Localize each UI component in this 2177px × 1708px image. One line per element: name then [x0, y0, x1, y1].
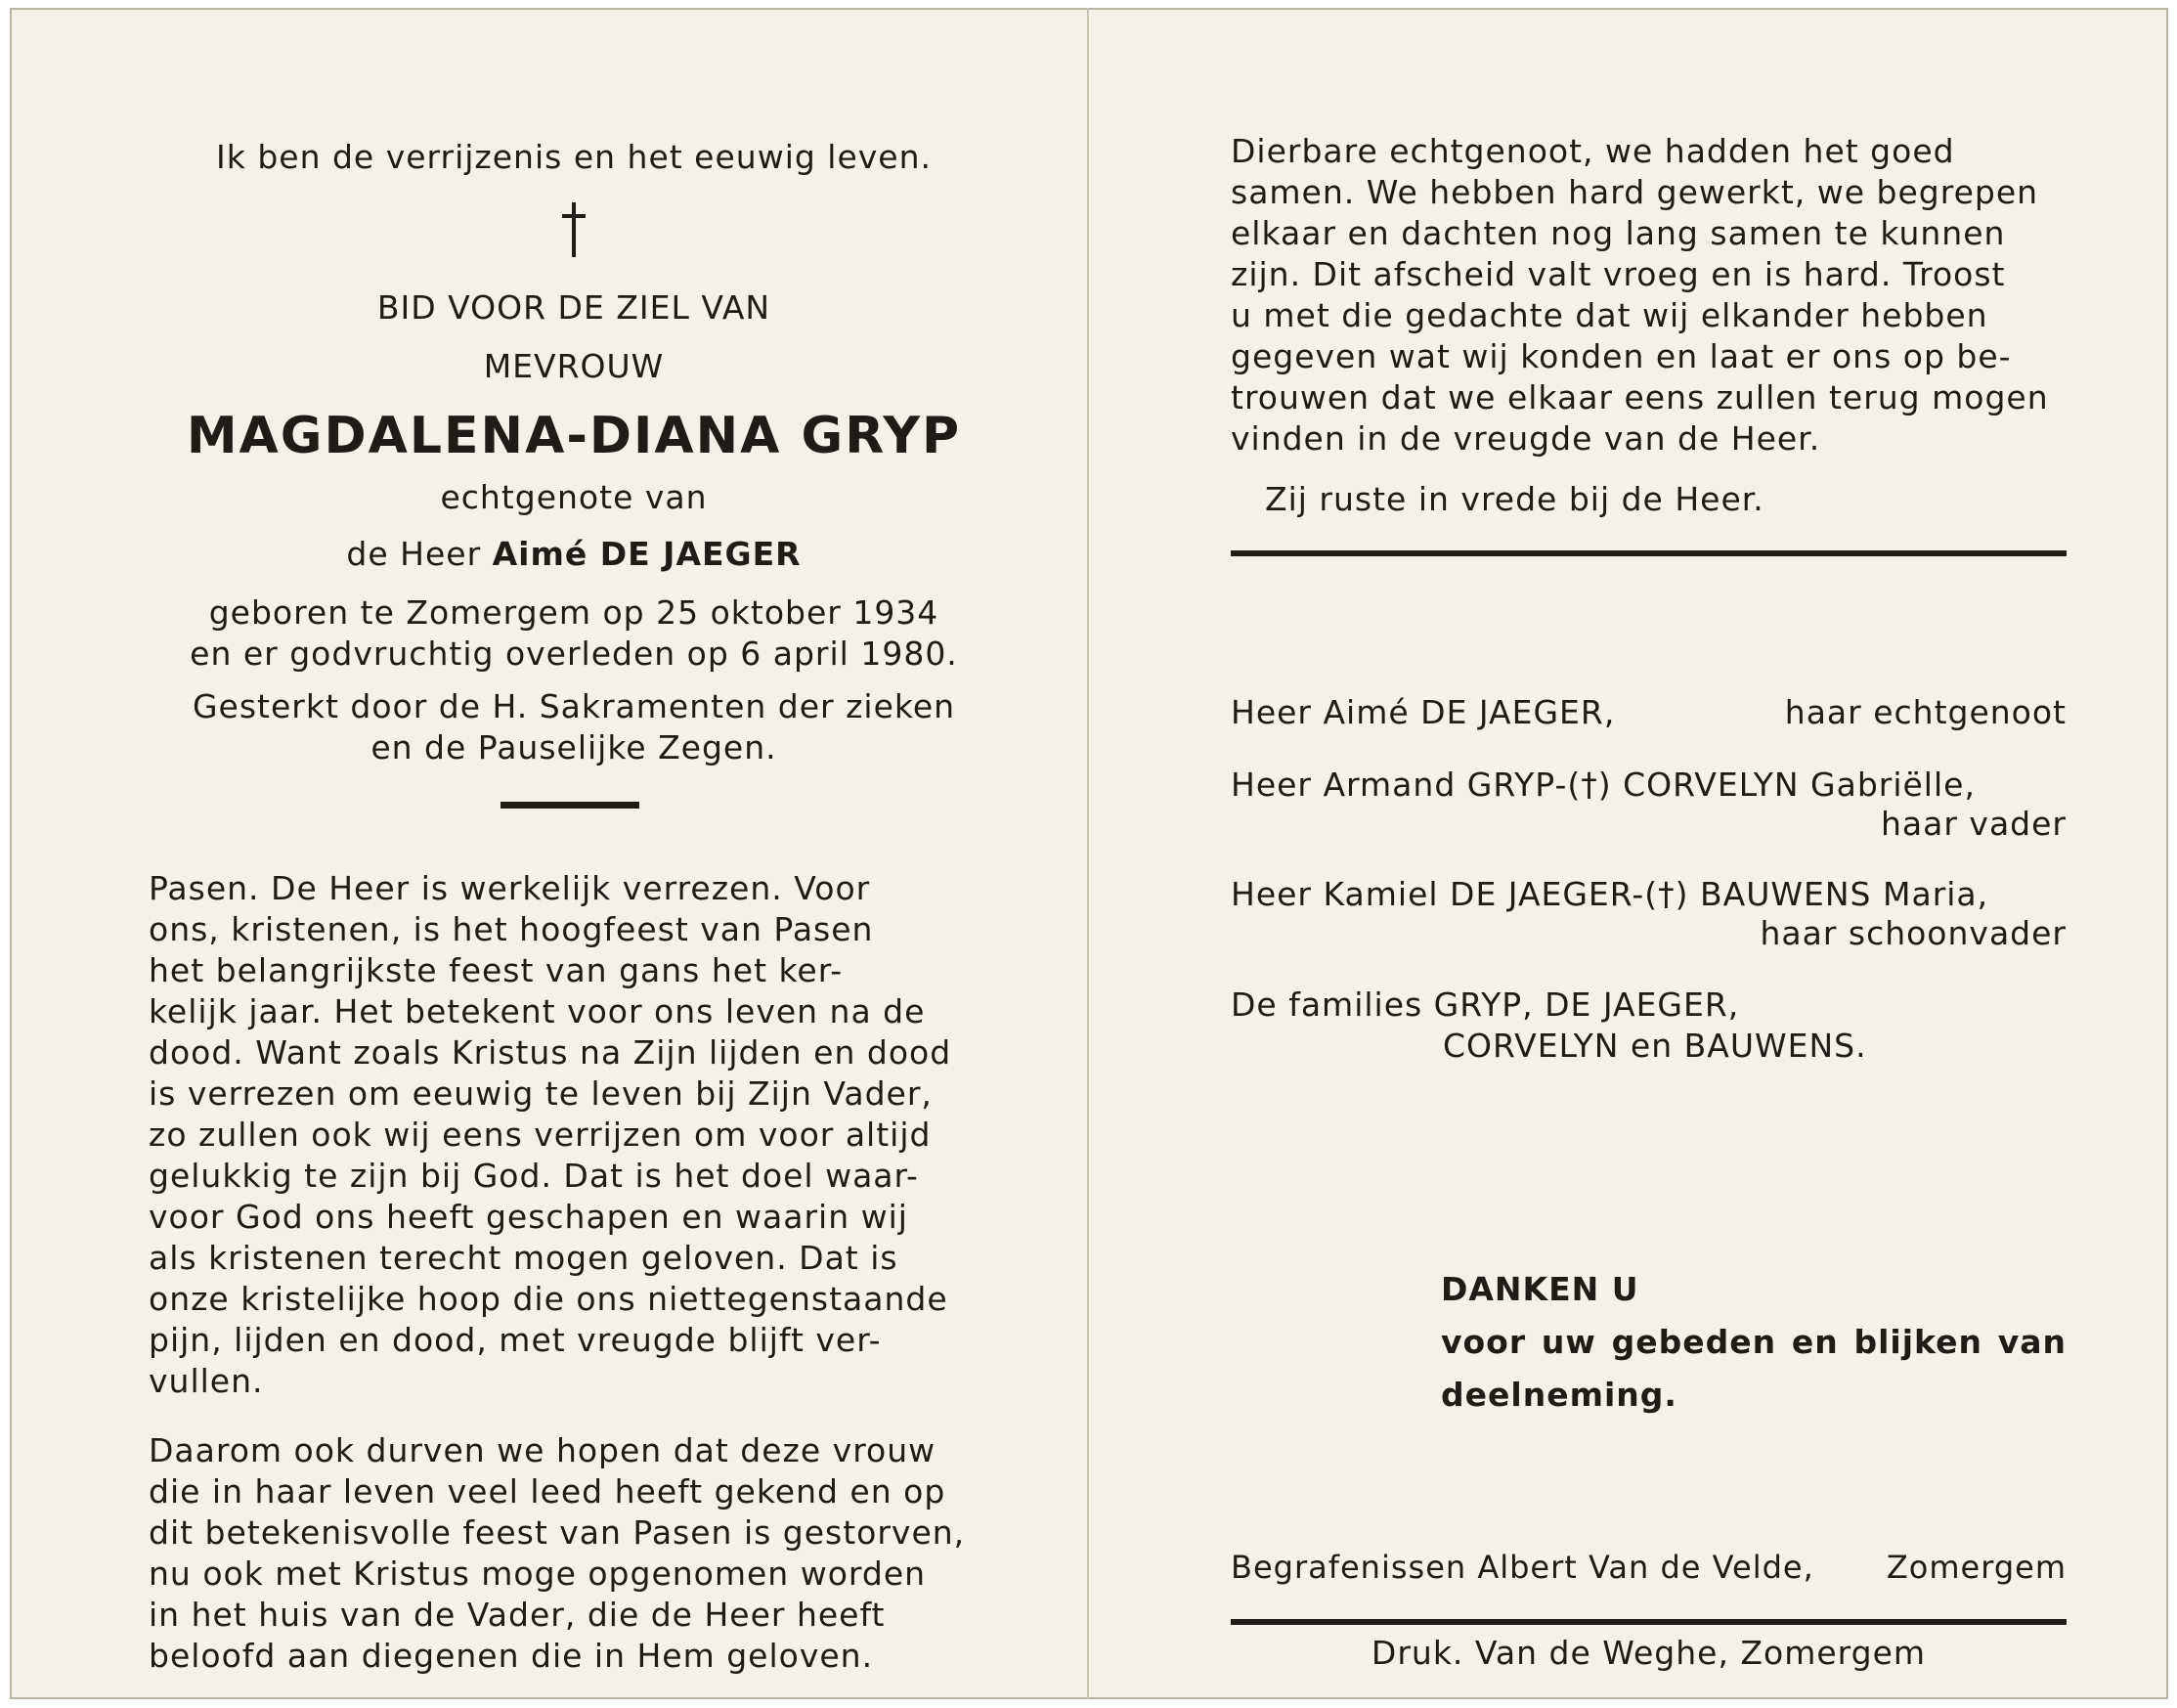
family-member [1231, 765, 2067, 806]
text-line: vinden in de vreugde van de Heer. [1231, 419, 1821, 458]
text-line: elkaar en dachten nog lang samen te kunnen [1231, 214, 2006, 252]
text-line: trouwen dat we elkaar eens zullen terug mogen [1231, 378, 2049, 416]
text-line: gelukkig te zijn bij God. Dat is het doel waar- [149, 1157, 919, 1195]
deceased-name: MAGDALENA-DIANA GRYP [186, 407, 962, 465]
families-line-2: CORVELYN en BAUWENS. [1443, 1027, 1867, 1065]
undertaker [1231, 1547, 2067, 1588]
life-dates [149, 592, 999, 675]
text-line: is verrezen om eeuwig te leven bij Zijn Vader, [149, 1074, 933, 1113]
thanks-line: voor uw gebeden en blijken van [1441, 1323, 2067, 1361]
spouse-label: echtgenote van [440, 478, 708, 516]
memorial-card [10, 8, 2168, 1699]
family-role: haar schoonvader [1760, 914, 2067, 952]
text-line: Pasen. De Heer is werkelijk verrezen. Voor [149, 869, 871, 907]
text-line: die in haar leven veel leed heeft gekend en op [149, 1472, 946, 1511]
family-member [1231, 874, 2067, 915]
text-line: Daarom ook durven we hopen dat deze vrouw [149, 1431, 936, 1469]
spouse-prefix: de Heer [346, 535, 482, 573]
spouse-farewell-paragraph [1231, 131, 2067, 460]
text-line: samen. We hebben hard gewerkt, we begrepen [1231, 173, 2039, 211]
spouse-line [149, 534, 999, 575]
text-line: dit betekenisvolle feest van Pasen is gestorven, [149, 1513, 966, 1552]
undertaker-place: Zomergem [1886, 1549, 2067, 1586]
text-line: vullen. [149, 1362, 264, 1400]
born-line: geboren te Zomergem op 25 oktober 1934 [208, 593, 939, 632]
thanks-heading: DANKEN U [1441, 1270, 1639, 1308]
text-line: beloofd aan diegenen die in Hem geloven. [149, 1637, 874, 1675]
text-line: ons, kristenen, is het hoogfeest van Pasen [149, 910, 874, 948]
family-member [1231, 692, 2067, 733]
text-line: pijn, lijden en dood, met vreugde blijft ver- [149, 1321, 882, 1359]
text-line: Dierbare echtgenoot, we hadden het goed [1231, 132, 1955, 170]
text-line: zijn. Dit afscheid valt vroeg en is hard. Troost [1231, 255, 2006, 293]
undertaker-name: Begrafenissen Albert Van de Velde, [1231, 1549, 1814, 1586]
text-line: zo zullen ook wij eens verrijzen om voor altijd [149, 1116, 932, 1154]
divider [1231, 1619, 2067, 1625]
sacraments-line-2: en de Pauselijke Zegen. [370, 728, 777, 766]
text-line: kelijk jaar. Het betekent voor ons leven na de [149, 992, 926, 1030]
text-line: als kristenen terecht mogen geloven. Dat is [149, 1239, 898, 1277]
honorific: MEVROUW [483, 347, 665, 385]
text-line: u met die gedachte dat wij elkander hebben [1231, 296, 1988, 334]
family-role: haar echtgenoot [1784, 693, 2067, 731]
text-line: in het huis van de Vader, die de Heer heeft [149, 1596, 886, 1634]
spouse-name: Aimé DE JAEGER [492, 535, 802, 573]
rest-in-peace: Zij ruste in vrede bij de Heer. [1265, 480, 1764, 518]
family-role: haar vader [1881, 805, 2067, 843]
hope-paragraph [149, 1430, 989, 1677]
printer-credit: Druk. Van de Weghe, Zomergem [1371, 1634, 1927, 1672]
scripture-quote: Ik ben de verrijzenis en het eeuwig leven. [215, 138, 933, 176]
family-name: Heer Aimé DE JAEGER, [1231, 693, 1616, 731]
text-line: dood. Want zoals Kristus na Zijn lijden en dood [149, 1033, 952, 1072]
text-line: voor God ons heeft geschapen en waarin wij [149, 1198, 908, 1236]
died-line: en er godvruchtig overleden op 6 april 1980. [190, 635, 958, 673]
text-line: gegeven wat wij konden en laat er ons op be- [1231, 337, 2012, 375]
cross-icon [554, 200, 593, 259]
thanks-line: deelneming. [1441, 1376, 1677, 1414]
card-fold [1087, 8, 1089, 1699]
family-name: Heer Armand GRYP-(†) CORVELYN Gabriëlle, [1231, 766, 1976, 804]
sacraments-line-1: Gesterkt door de H. Sakramenten der zieken [192, 687, 956, 725]
sacraments [149, 686, 999, 768]
text-line: nu ook met Kristus moge opgenomen worden [149, 1555, 927, 1593]
text-line: het belangrijkste feest van gans het ker- [149, 951, 844, 989]
prayer-request: BID VOOR DE ZIEL VAN [376, 288, 771, 327]
easter-paragraph [149, 868, 989, 1402]
text-line: onze kristelijke hoop die ons niettegenstaande [149, 1280, 948, 1318]
family-name: Heer Kamiel DE JAEGER-(†) BAUWENS Maria, [1231, 875, 1989, 913]
families-line-1: De families GRYP, DE JAEGER, [1231, 985, 1740, 1024]
divider [1231, 550, 2067, 556]
divider [501, 802, 639, 809]
